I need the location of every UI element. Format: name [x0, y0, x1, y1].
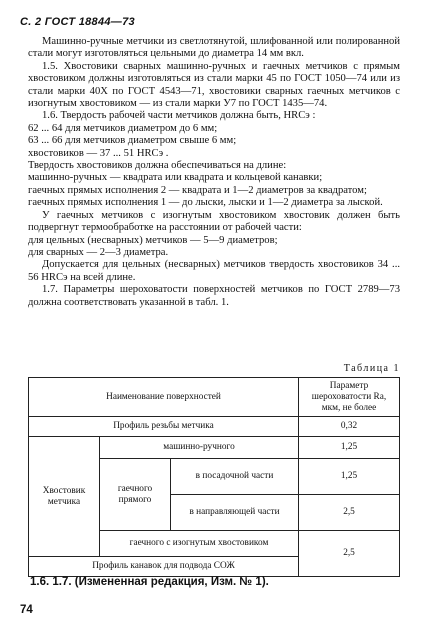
row-label: машинно-ручного [100, 437, 299, 459]
row-group-label: Хвостовик метчика [29, 437, 100, 557]
row-label: Профиль канавок для подвода СОЖ [29, 557, 299, 577]
row-value: 2,5 [299, 531, 400, 577]
col-header-surface: Наименование поверхностей [29, 378, 299, 417]
row-value: 2,5 [299, 495, 400, 531]
row-label: Профиль резьбы метчика [29, 417, 299, 437]
table-row [29, 417, 400, 437]
row-label: в посадочной части [171, 459, 299, 495]
paragraph: гаечных прямых исполнения 2 — квадрата и 1—2 диаметров за квадратом; [28, 184, 367, 196]
col-header-roughness: Параметр шероховатости Ra, мкм, не более [299, 378, 400, 417]
paragraph: для сварных — 2—3 диаметра. [28, 246, 169, 258]
paragraph: 1.5. Хвостовики сварных машинно-ручных и гаечных метчиков с прямым хвостовиком должны изготовляться из стали марки 45 по ГОСТ 1050—74 или из стали марки 40Х по ГОСТ 4543—71, хвостовики сварных гаечных метчиков с изогнутым хвостовиком — из стали марки У7 по ГОСТ 1435—74. [28, 60, 400, 110]
running-head: С. 2 ГОСТ 18844—73 [20, 16, 135, 28]
paragraph: Допускается для цельных (несварных) метчиков твердость хвостовиков 34 ... 56 HRCэ на всей длине. [28, 259, 400, 283]
row-subgroup-label: гаечного прямого [100, 459, 171, 531]
paragraph: для цельных (несварных) метчиков — 5—9 диаметров; [28, 234, 278, 246]
table-header-row [29, 378, 400, 417]
paragraph: хвостовиков — 37 ... 51 HRCэ . [28, 147, 169, 159]
row-label: в направляющей части [171, 495, 299, 531]
table-row [29, 437, 400, 459]
paragraph: гаечных прямых исполнения 1 — до лыски, лыски и 1—2 диаметра за лыской. [28, 197, 383, 209]
paragraph: 62 ... 64 для метчиков диаметром до 6 мм; [28, 122, 218, 134]
row-label: гаечного с изогнутым хвостовиком [100, 531, 299, 557]
row-value: 1,25 [299, 437, 400, 459]
row-value: 0,32 [299, 417, 400, 437]
paragraph: Машинно-ручные метчики из светлотянутой, шлифованной или полированной стали могут изготовляться цельными до диаметра 14 мм вкл. [28, 36, 400, 60]
paragraph: 1.7. Параметры шероховатости поверхностей метчиков по ГОСТ 2789—73 должна соответствовать указанной в табл. 1. [28, 284, 400, 308]
paragraph: Твердость хвостовиков должна обеспечиваться на длине: [28, 160, 287, 172]
paragraph: 1.6. Твердость рабочей части метчиков должна быть, HRCэ : [42, 110, 316, 122]
row-value: 1,25 [299, 459, 400, 495]
amendment-note: 1.6. 1.7. (Измененная редакция, Изм. № 1). [30, 576, 269, 588]
page-number: 74 [20, 604, 33, 616]
paragraph: 63 ... 66 для метчиков диаметром свыше 6 мм; [28, 135, 237, 147]
paragraph: У гаечных метчиков с изогнутым хвостовиком хвостовик должен быть подвергнут термообработке на расстоянии от рабочей части: [28, 209, 400, 234]
roughness-table [28, 377, 400, 577]
paragraph: машинно-ручных — квадрата или квадрата и кольцевой канавки; [28, 172, 323, 184]
body-text [28, 36, 400, 309]
table-label: Таблица 1 [343, 363, 400, 374]
